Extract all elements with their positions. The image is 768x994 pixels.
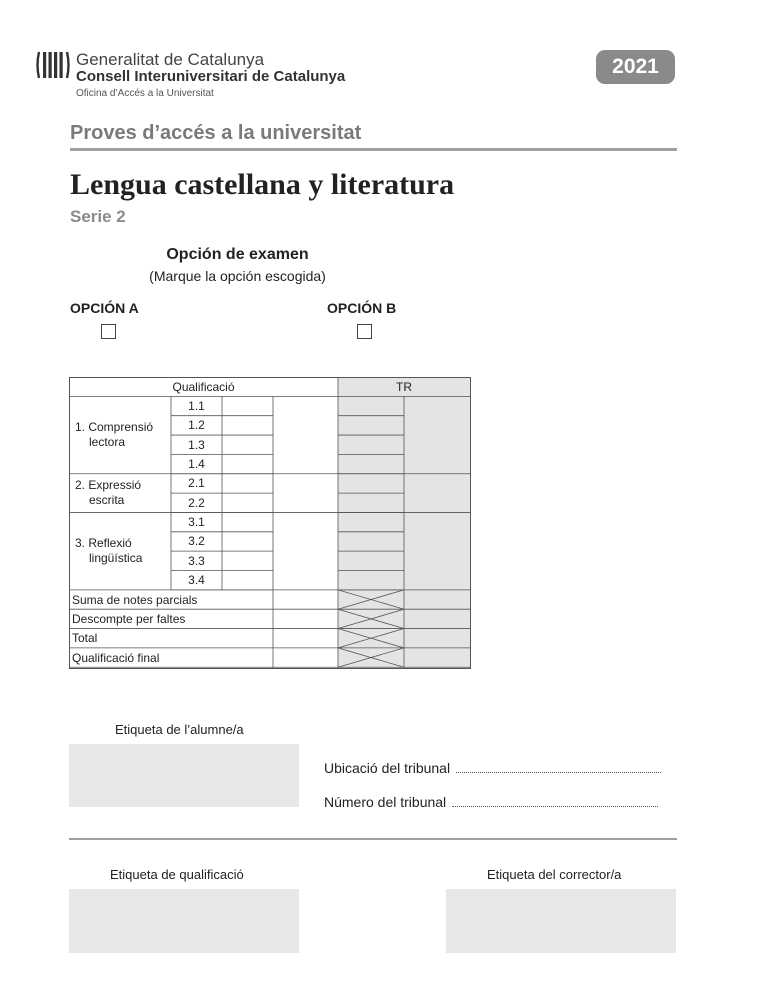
section-label-line1: 1. Comprensió [75,420,154,435]
year-badge: 2021 [596,50,675,84]
summary-label-3: Total [72,631,98,646]
tribunal-number-label: Número del tribunal [324,794,447,810]
score-cell-3-3[interactable] [223,552,272,569]
item-number-1-3: 1.3 [188,437,205,452]
corrector-label-area[interactable] [446,889,676,953]
score-cell-1-1[interactable] [223,397,272,414]
option-a-label: OPCIÓN A [70,300,139,316]
summary-value-cell-1[interactable] [274,591,337,608]
corrector-label-caption: Etiqueta del corrector/a [487,867,622,882]
summary-label-4: Qualificació final [72,650,160,665]
tribunal-number-field[interactable] [452,794,658,807]
student-label-caption: Etiqueta de l’alumne/a [115,722,244,737]
summary-label-1: Suma de notes parcials [72,592,198,607]
catalan-four-bars-logo-icon [36,50,70,80]
footer-divider [69,838,677,840]
item-number-3-1: 3.1 [188,515,205,530]
score-cell-3-4[interactable] [223,572,272,589]
section-label-3 [75,536,142,566]
section-label-line1: 3. Reflexió [75,536,132,551]
score-cell-1-2[interactable] [223,417,272,434]
item-number-2-2: 2.2 [188,495,205,510]
tribunal-location-field[interactable] [456,760,661,773]
item-number-1-4: 1.4 [188,457,205,472]
summary-label-2: Descompte per faltes [72,611,186,626]
score-cell-1-3[interactable] [223,436,272,453]
score-cell-2-1[interactable] [223,475,272,492]
qualificacio-header: Qualificació [172,379,235,394]
item-number-3-3: 3.3 [188,553,205,568]
grades-table [69,377,471,669]
section-label-1 [75,420,153,450]
subject-title: Lengua castellana y literatura [70,168,455,201]
section-label-line2: lectora [89,435,126,450]
score-cell-3-1[interactable] [223,513,272,530]
option-b-label: OPCIÓN B [327,300,397,316]
option-instruction: (Marque la opción escogida) [149,268,326,284]
institution-name: Generalitat de Catalunya [76,50,265,69]
series-label: Serie 2 [70,207,126,226]
section-label-line2: escrita [89,493,125,508]
tribunal-location-row [324,760,661,776]
section-label-2 [75,478,141,508]
summary-value-cell-4[interactable] [274,649,337,666]
summary-value-cell-3[interactable] [274,630,337,647]
item-number-3-2: 3.2 [188,534,205,549]
office-name: Oficina d’Accés a la Universitat [76,88,214,99]
tribunal-number-row [324,794,658,810]
score-cell-3-2[interactable] [223,533,272,550]
option-b-checkbox[interactable] [357,324,372,339]
score-cell-2-2[interactable] [223,494,272,511]
grade-label-caption: Etiqueta de qualificació [110,867,244,882]
item-number-3-4: 3.4 [188,573,205,588]
tribunal-location-label: Ubicació del tribunal [324,760,451,776]
council-name: Consell Interuniversitari de Catalunya [76,68,346,85]
score-cell-1-4[interactable] [223,455,272,472]
exam-kind: Proves d’accés a la universitat [70,122,362,144]
item-number-1-1: 1.1 [188,399,205,414]
section-label-line2: lingüística [89,551,143,566]
option-a-checkbox[interactable] [101,324,116,339]
grade-label-area[interactable] [69,889,299,953]
section-label-line1: 2. Expressió [75,478,142,493]
header-divider [70,148,677,151]
item-number-2-1: 2.1 [188,476,205,491]
option-title: Opción de examen [166,246,309,263]
summary-value-cell-2[interactable] [274,610,337,627]
item-number-1-2: 1.2 [188,418,205,433]
student-label-area[interactable] [69,744,299,807]
tr-header: TR [396,379,412,394]
